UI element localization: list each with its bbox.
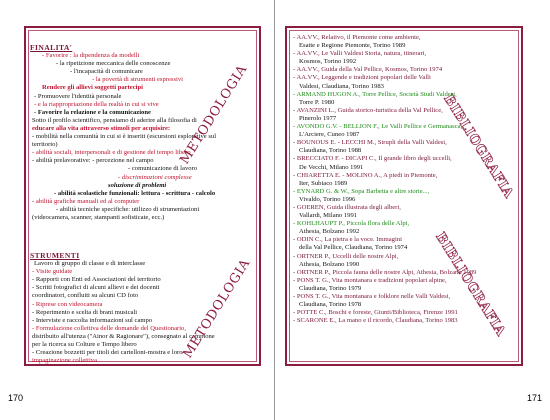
bibliography-entry-line: Valdesi, Claudiana, Torino 1983 — [299, 82, 384, 90]
bibliografia-diagonal-label-bottom: BIBLIOGRAFIA — [432, 230, 509, 340]
bibliography-entry-line: - AVANZINI L., Guida storico-turistica della Val Pellice, — [293, 106, 443, 114]
strumenti-line: Lavoro di gruppo di classe e di interclasse — [34, 260, 146, 268]
page-number-left: 170 — [8, 393, 24, 403]
bibliography-entry-line: - AA.VV., Le Valli Valdesi Storia, natura, itinerari, — [293, 50, 427, 58]
bibliography-entry-line: - ARMAND HUGON A., Torre Pellice, Società Studi Valdesi, — [293, 90, 457, 98]
bibliography-entry-line: - AA.VV., Relativo, il Piemonte come ambiente, — [293, 34, 421, 41]
finalita-line: - Favorire : la dipendenza da modelli — [42, 52, 140, 60]
finalita-line: - l'incapacità di comunicare — [70, 68, 143, 76]
finalita-line: - Promuovere l'identità personale — [34, 92, 122, 100]
bibliography-entry-line: della Val Pellice, Claudiana, Torino 1974 — [299, 244, 408, 252]
bibliography-entry-line: - POTTE C., Boschi e foreste, Giunti/Biblioteca, Firenze 1991 — [293, 309, 458, 317]
bibliography-entry-line: De Vecchi, Milano 1991 — [299, 163, 364, 171]
bibliography-entry-line: - AA.VV., Leggende e tradizioni popolari delle Valli — [293, 74, 431, 82]
strumenti-heading: STRUMENTI — [30, 252, 80, 260]
finalita-line: - abilità sociali, interpersonali e di gestione del tempo libero — [32, 149, 191, 157]
bibliography-entry-line: Vallardi, Milano 1991 — [299, 212, 358, 220]
finalita-line: - abilità tecniche specifiche: utilizzo di strumentazioni — [56, 205, 200, 213]
bibliography-entry-line: - SCARONE E., La mano e il ricordo, Claudiana, Torino 1983 — [293, 317, 458, 325]
bibliography-entry-line: - PONS T. G., Vita montanara e tradizioni popolari alpine, — [293, 276, 447, 284]
finalita-line: - Favorire la relazione e la comunicazione — [34, 108, 151, 116]
right-page — [275, 0, 550, 420]
bibliografia-diagonal-label-top: BIBLIOGRAFIA — [440, 92, 517, 202]
finalita-section — [30, 44, 255, 222]
bibliography-entry-line: - BRECCIATO F. - DICAPI C., Il grande libro degli uccelli, — [293, 155, 452, 163]
finalita-line: Sotto il profilo scientifico, pensiamo di aderire alla filosofia di — [32, 116, 197, 124]
metodologia-diagonal-label-bottom: METODOLOGIA — [180, 256, 254, 361]
strumenti-line: - Scritti fotografici di alcuni allievi e dei docenti — [32, 284, 160, 292]
finalita-line: educare alla vita attraverso stimoli per acquisire: — [32, 124, 171, 132]
finalita-heading: FINALITA' — [30, 44, 73, 52]
finalita-line: - comunicazione di lavoro — [128, 165, 198, 173]
finalita-line: - discriminazioni complesse — [118, 173, 192, 181]
bibliography-entry-line: Esatte e Regione Piemonte, Torino 1989 — [299, 42, 406, 50]
bibliography-entry-line: - ODIN C., La pietra e la voce. Immagini — [293, 236, 402, 244]
strumenti-line: per la ricerca su Colture e Tempo libero — [32, 341, 137, 349]
bibliography-entry-line: - ORTNER P., Uccelli delle nostre Alpi, — [293, 252, 399, 260]
bibliography-entry-line: Vivaldo, Torino 1996 — [299, 195, 356, 203]
bibliography-entry-line: Pinerolo 1977 — [299, 114, 337, 122]
bibliography-entry-line: Claudiana, Torino 1979 — [299, 284, 362, 292]
bibliography-entry-line: - AA.VV., Guida della Val Pellice, Kosmos, Torino 1974 — [293, 66, 443, 74]
bibliography-entry-line: Kosmos, Torino 1992 — [299, 58, 357, 66]
strumenti-line: impaginazione collettiva — [32, 357, 97, 365]
bibliography-entries — [293, 34, 525, 325]
bibliography-list — [293, 34, 525, 325]
bibliography-entry-line: - KOHLHAUPT P., Piccola flora delle Alpi, — [293, 220, 410, 228]
strumenti-line: - Reperimento e scelta di brani musicali — [32, 308, 138, 316]
bibliography-entry-line: Athesia, Bolzano 1990 — [299, 260, 360, 268]
finalita-line: - mobilità nella comunità in cui si è inseriti (escursioni esplorative sul — [32, 133, 217, 141]
bibliography-entry-line: - AVONDO G.V. - BELLION F., Le Valli Pellice e Germanasca, — [293, 123, 463, 131]
finalita-line: - abilità scolastiche funzionali: lettura - scrittura - calcolo — [54, 189, 216, 197]
strumenti-line: distribuito all'utenza ("Ainor & Ragionare"), consegnato al campione — [32, 332, 215, 340]
finalita-line: - abilità prelavorative: - percezione nel campo — [32, 157, 154, 165]
finalita-line: - e la riappropriazione della realtà in cui si vive — [34, 100, 159, 108]
finalita-line: (videocamera, scanner, stampanti sofisticate, ecc.) — [32, 213, 165, 221]
strumenti-line: - Creazione bozzetti per titoli dei cartelloni-mostra e loro — [32, 349, 183, 357]
strumenti-line: - Interviste e raccolta informazioni sul campo — [32, 316, 153, 324]
bibliography-entry-line: - EYNARD G. & W., Sopa Barbetta e altre storie..., — [293, 187, 430, 195]
finalita-line: - la povertà di strumenti espressivi — [92, 76, 184, 84]
strumenti-line: - Formulazione collettiva delle domande del Questionario, — [32, 324, 186, 332]
page-number-right: 171 — [526, 393, 542, 403]
bibliography-entry-line: - ORTNER P., Piccola fauna delle nostre Alpi, Athesia, Bolzano 1989 — [293, 268, 477, 276]
bibliography-entry-line: L'Arciere, Cuneo 1987 — [299, 131, 360, 139]
strumenti-line: - Riprese con videocamera — [32, 300, 103, 308]
strumenti-line: - Visite guidate — [32, 268, 73, 276]
strumenti-line: - Rapporti con Enti ed Associazioni del territorio — [32, 276, 161, 284]
finalita-line: - la ripetizione meccanica delle conoscenze — [56, 60, 171, 68]
strumenti-line: coordinatori, confluiti su alcuni CD foto — [32, 292, 139, 300]
bibliography-entry-line: - PONS T. G., Vita montanara e folklore nelle Valli Valdesi, — [293, 293, 451, 300]
bibliography-entry-line: - CHIARETTA E. - MOLINO A., A piedi in Piemonte, — [293, 171, 438, 179]
bibliography-entry-line: Torre P. 1980 — [299, 98, 335, 106]
bibliography-entry-line: Iter, Subiaco 1989 — [299, 179, 348, 187]
bibliography-entry-line: - BOUNOUS E. - LECCHI M., Strupli della Valli Valdesi, — [293, 139, 447, 147]
finalita-lines — [30, 52, 255, 222]
finalita-line: Rendere gli allievi soggetti partecipi — [42, 84, 143, 92]
finalita-line: - abilità grafiche manuali ed al computer — [32, 197, 140, 205]
bibliography-entry-line: Athesia, Bolzano 1992 — [299, 228, 360, 236]
metodologia-diagonal-label-top: METODOLOGIA — [177, 62, 251, 168]
bibliography-entry-line: Claudiana, Torino 1978 — [299, 301, 362, 309]
finalita-line: soluzione di problemi — [108, 181, 167, 189]
bibliography-entry-line: - GOEREN, Guida illustrata degli alberi, — [293, 203, 401, 211]
bibliography-entry-line: Claudiana, Torino 1988 — [299, 147, 362, 155]
finalita-line: territorio) — [32, 141, 58, 149]
